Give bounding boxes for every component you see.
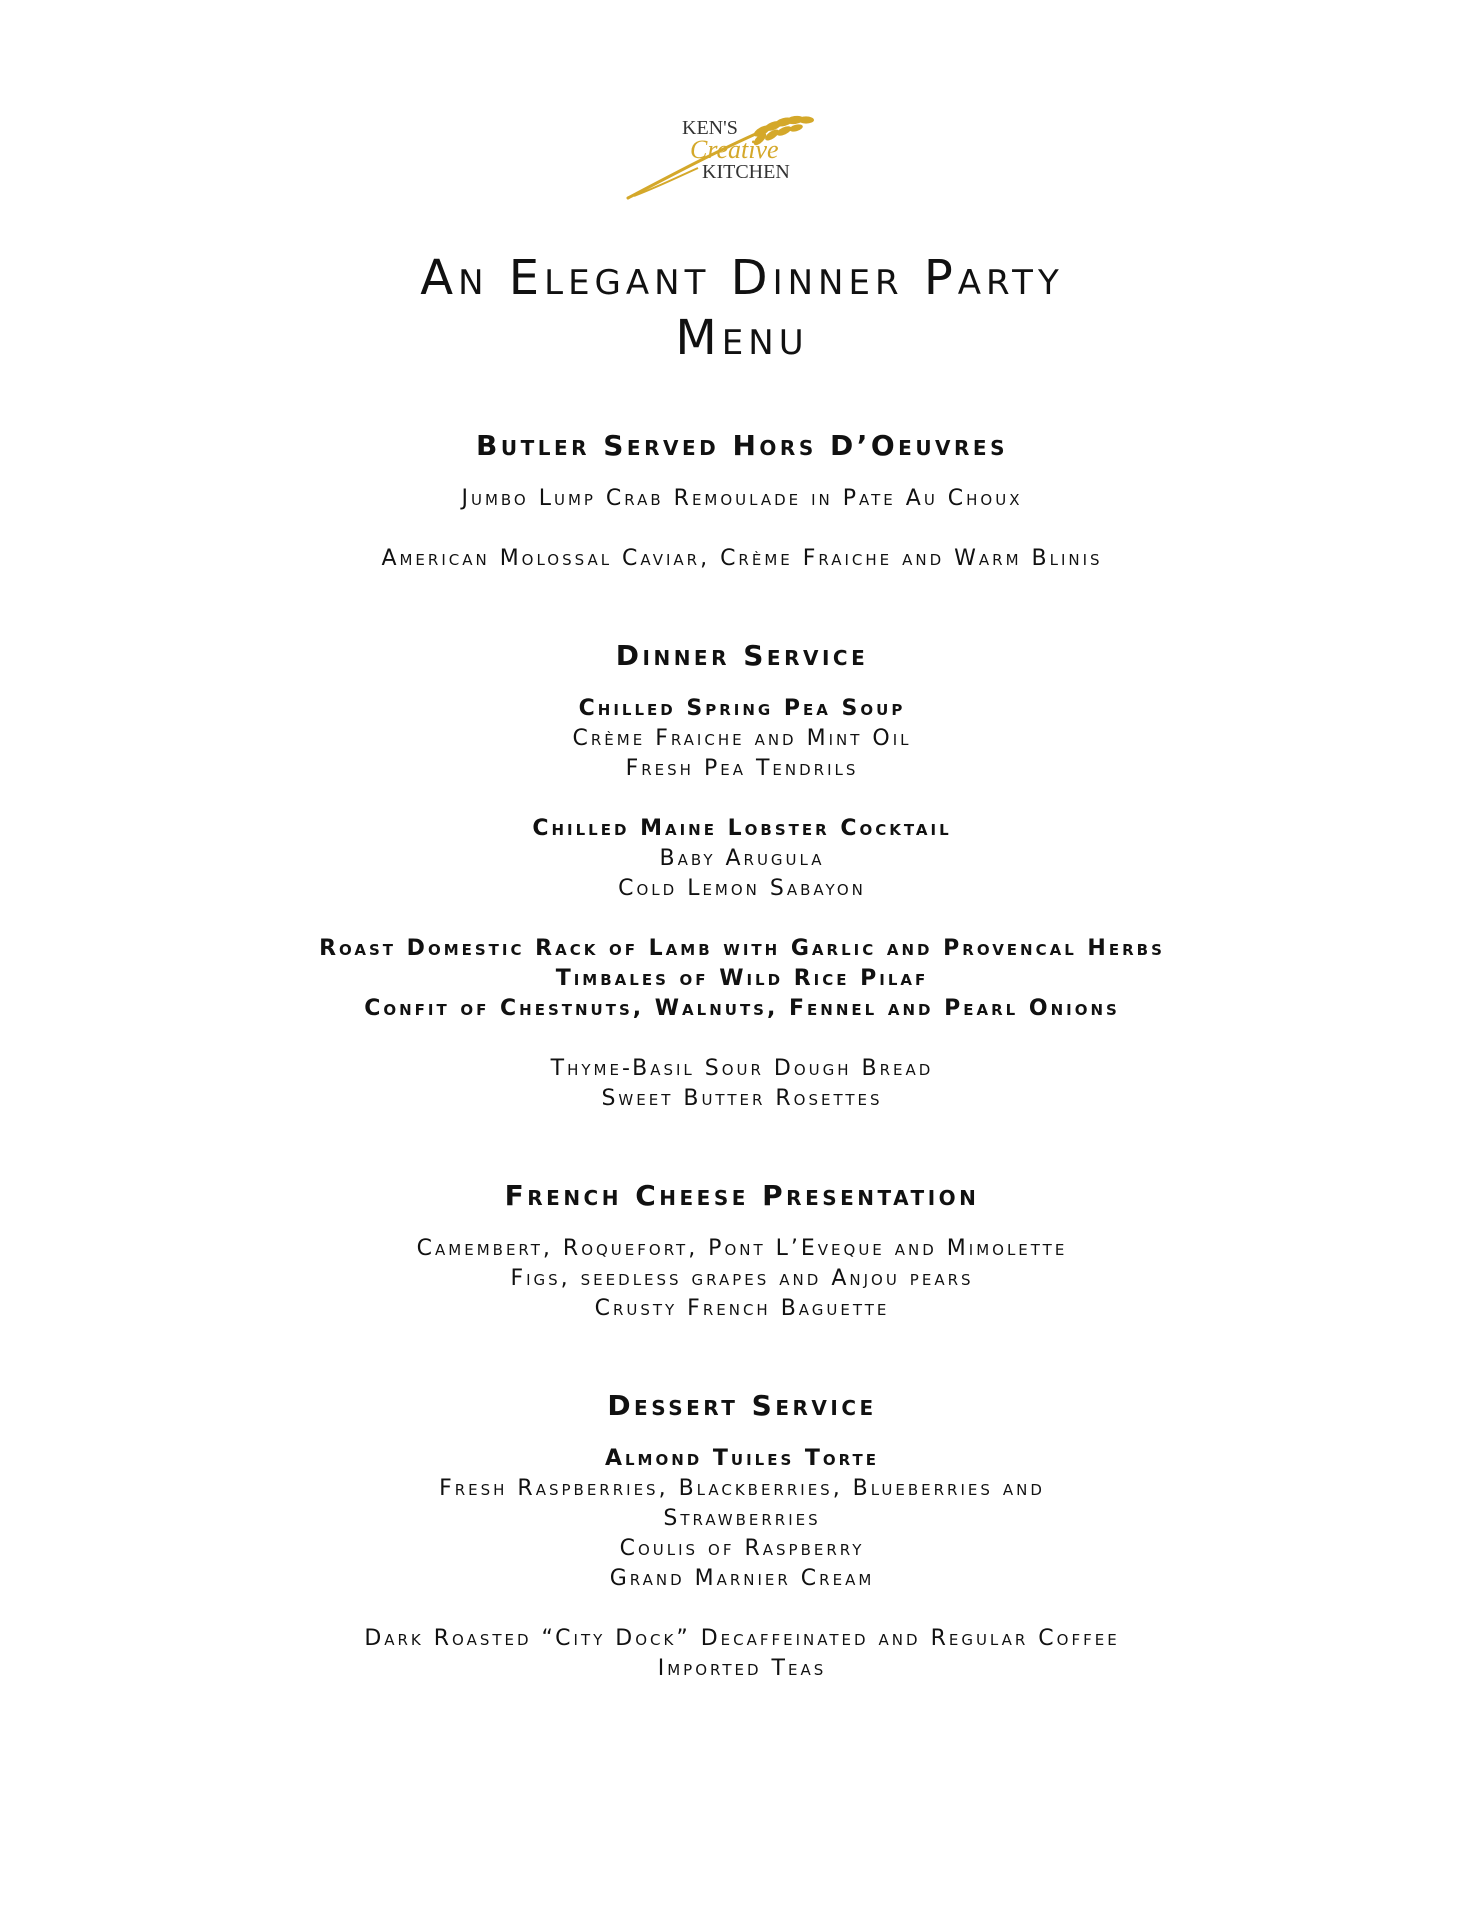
section-spacer xyxy=(0,1354,1484,1390)
menu-section xyxy=(0,1390,1484,1684)
section-heading: Dinner Service xyxy=(615,639,869,672)
dish-detail: Baby Arugula xyxy=(659,846,825,871)
dish-detail: Jumbo Lump Crab Remoulade in Pate Au Choux xyxy=(461,486,1023,511)
menu-item-group xyxy=(0,484,1484,514)
menu-section xyxy=(0,640,1484,1114)
dish-detail: Fresh Raspberries, Blackberries, Blueberries and xyxy=(439,1476,1045,1501)
menu-item-group xyxy=(0,694,1484,784)
menu-item-group xyxy=(0,1444,1484,1594)
menu-title-line-2: Menu xyxy=(675,310,809,366)
dish-detail: Crème Fraiche and Mint Oil xyxy=(572,726,912,751)
dish-name: Confit of Chestnuts, Walnuts, Fennel and Pearl Onions xyxy=(364,996,1120,1021)
dish-name: Chilled Spring Pea Soup xyxy=(578,696,906,721)
dish-detail: American Molossal Caviar, Crème Fraiche and Warm Blinis xyxy=(381,546,1103,571)
menu-content xyxy=(0,430,1484,1714)
kens-creative-kitchen-logo xyxy=(620,112,840,204)
section-spacer xyxy=(0,604,1484,640)
section-heading: Dessert Service xyxy=(607,1389,877,1422)
logo-line-creative: Creative xyxy=(690,135,779,164)
wheat-logo-icon xyxy=(620,112,840,204)
menu-item-group xyxy=(0,1054,1484,1114)
dish-detail: Imported Teas xyxy=(657,1656,827,1681)
dish-detail: Dark Roasted “City Dock” Decaffeinated and Regular Coffee xyxy=(364,1626,1120,1651)
menu-item-group xyxy=(0,544,1484,574)
dish-detail: Strawberries xyxy=(663,1506,821,1531)
section-heading: French Cheese Presentation xyxy=(504,1179,980,1212)
dish-detail: Sweet Butter Rosettes xyxy=(601,1086,883,1111)
menu-item-group xyxy=(0,1234,1484,1324)
logo-line-kens: KEN'S xyxy=(682,117,738,139)
menu-item-group xyxy=(0,1624,1484,1684)
dish-detail: Camembert, Roquefort, Pont L’Eveque and Mimolette xyxy=(416,1236,1068,1261)
menu-section xyxy=(0,430,1484,574)
section-heading: Butler Served Hors D’Oeuvres xyxy=(475,429,1008,462)
dish-name: Roast Domestic Rack of Lamb with Garlic and Provencal Herbs xyxy=(319,936,1165,961)
section-spacer xyxy=(0,1144,1484,1180)
menu-section xyxy=(0,1180,1484,1324)
menu-item-group xyxy=(0,814,1484,904)
dish-name: Chilled Maine Lobster Cocktail xyxy=(532,816,952,841)
dish-detail: Crusty French Baguette xyxy=(594,1296,890,1321)
dish-name: Timbales of Wild Rice Pilaf xyxy=(555,966,929,991)
dish-detail: Fresh Pea Tendrils xyxy=(625,756,859,781)
dish-detail: Figs, seedless grapes and Anjou pears xyxy=(510,1266,974,1291)
dish-detail: Cold Lemon Sabayon xyxy=(618,876,866,901)
menu-title xyxy=(0,248,1484,368)
dish-detail: Grand Marnier Cream xyxy=(609,1566,875,1591)
logo-line-kitchen: KITCHEN xyxy=(702,161,790,183)
menu-title-line-1: An Elegant Dinner Party xyxy=(420,250,1064,306)
dish-detail: Thyme-Basil Sour Dough Bread xyxy=(550,1056,934,1081)
menu-item-group xyxy=(0,934,1484,1024)
dish-detail: Coulis of Raspberry xyxy=(619,1536,865,1561)
dish-name: Almond Tuiles Torte xyxy=(604,1446,880,1471)
